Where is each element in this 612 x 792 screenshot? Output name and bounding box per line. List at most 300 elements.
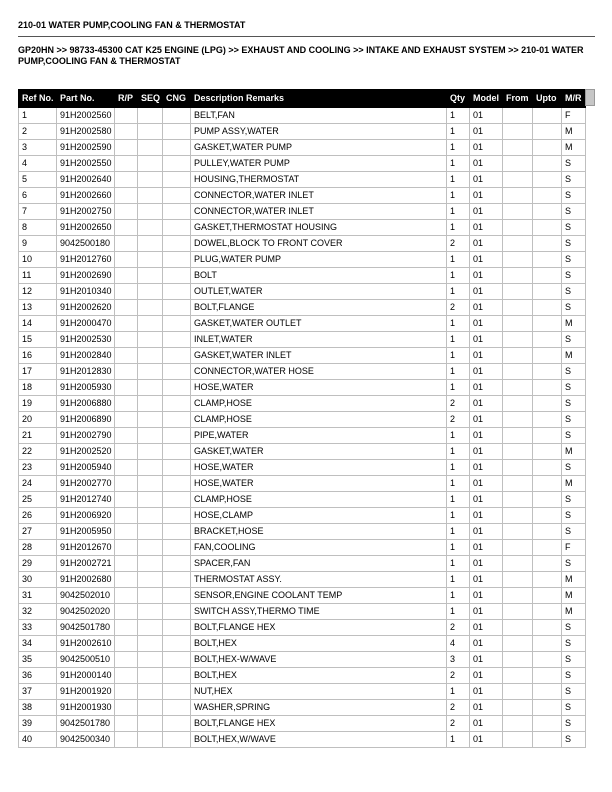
upto-cell bbox=[533, 172, 562, 188]
mr-cell: S bbox=[562, 268, 586, 284]
part-no-cell: 91H2002610 bbox=[57, 636, 115, 652]
from-cell bbox=[503, 492, 533, 508]
part-no-cell: 9042502010 bbox=[57, 588, 115, 604]
ref-no-cell: 40 bbox=[19, 732, 57, 748]
seq-cell bbox=[138, 252, 163, 268]
mr-cell: S bbox=[562, 204, 586, 220]
scrollbar[interactable] bbox=[585, 89, 595, 106]
rp-cell bbox=[115, 172, 138, 188]
rp-cell bbox=[115, 524, 138, 540]
seq-cell bbox=[138, 444, 163, 460]
from-cell bbox=[503, 476, 533, 492]
seq-cell bbox=[138, 716, 163, 732]
table-row bbox=[19, 588, 586, 604]
from-cell bbox=[503, 396, 533, 412]
description-cell: PLUG,WATER PUMP bbox=[191, 252, 447, 268]
mr-cell: S bbox=[562, 172, 586, 188]
column-header-model: Model bbox=[470, 90, 503, 108]
from-cell bbox=[503, 332, 533, 348]
rp-cell bbox=[115, 540, 138, 556]
part-no-cell: 91H2000470 bbox=[57, 316, 115, 332]
description-cell: BRACKET,HOSE bbox=[191, 524, 447, 540]
qty-cell: 1 bbox=[447, 572, 470, 588]
upto-cell bbox=[533, 588, 562, 604]
cng-cell bbox=[163, 684, 191, 700]
from-cell bbox=[503, 348, 533, 364]
table-row bbox=[19, 316, 586, 332]
rp-cell bbox=[115, 476, 138, 492]
cng-cell bbox=[163, 412, 191, 428]
mr-cell: S bbox=[562, 380, 586, 396]
description-cell: FAN,COOLING bbox=[191, 540, 447, 556]
mr-cell: M bbox=[562, 604, 586, 620]
mr-cell: S bbox=[562, 156, 586, 172]
part-no-cell: 91H2002790 bbox=[57, 428, 115, 444]
table-row bbox=[19, 236, 586, 252]
table-row bbox=[19, 364, 586, 380]
model-cell: 01 bbox=[470, 604, 503, 620]
seq-cell bbox=[138, 156, 163, 172]
ref-no-cell: 29 bbox=[19, 556, 57, 572]
title-divider bbox=[18, 36, 595, 37]
description-cell: DOWEL,BLOCK TO FRONT COVER bbox=[191, 236, 447, 252]
model-cell: 01 bbox=[470, 108, 503, 124]
rp-cell bbox=[115, 140, 138, 156]
description-cell: CONNECTOR,WATER HOSE bbox=[191, 364, 447, 380]
seq-cell bbox=[138, 268, 163, 284]
cng-cell bbox=[163, 188, 191, 204]
from-cell bbox=[503, 220, 533, 236]
cng-cell bbox=[163, 428, 191, 444]
from-cell bbox=[503, 300, 533, 316]
rp-cell bbox=[115, 508, 138, 524]
description-cell: SPACER,FAN bbox=[191, 556, 447, 572]
mr-cell: M bbox=[562, 316, 586, 332]
table-row bbox=[19, 700, 586, 716]
seq-cell bbox=[138, 140, 163, 156]
ref-no-cell: 19 bbox=[19, 396, 57, 412]
qty-cell: 2 bbox=[447, 396, 470, 412]
description-cell: OUTLET,WATER bbox=[191, 284, 447, 300]
upto-cell bbox=[533, 252, 562, 268]
from-cell bbox=[503, 124, 533, 140]
qty-cell: 1 bbox=[447, 492, 470, 508]
ref-no-cell: 14 bbox=[19, 316, 57, 332]
table-row bbox=[19, 220, 586, 236]
cng-cell bbox=[163, 156, 191, 172]
upto-cell bbox=[533, 524, 562, 540]
qty-cell: 1 bbox=[447, 556, 470, 572]
cng-cell bbox=[163, 396, 191, 412]
ref-no-cell: 21 bbox=[19, 428, 57, 444]
table-row bbox=[19, 156, 586, 172]
upto-cell bbox=[533, 460, 562, 476]
table-row bbox=[19, 172, 586, 188]
cng-cell bbox=[163, 124, 191, 140]
seq-cell bbox=[138, 300, 163, 316]
rp-cell bbox=[115, 348, 138, 364]
cng-cell bbox=[163, 700, 191, 716]
table-row bbox=[19, 684, 586, 700]
mr-cell: S bbox=[562, 732, 586, 748]
rp-cell bbox=[115, 284, 138, 300]
part-no-cell: 9042500510 bbox=[57, 652, 115, 668]
description-cell: BOLT bbox=[191, 268, 447, 284]
model-cell: 01 bbox=[470, 508, 503, 524]
mr-cell: S bbox=[562, 684, 586, 700]
table-row bbox=[19, 636, 586, 652]
ref-no-cell: 16 bbox=[19, 348, 57, 364]
table-row bbox=[19, 716, 586, 732]
seq-cell bbox=[138, 572, 163, 588]
column-header-cng: CNG bbox=[163, 90, 191, 108]
qty-cell: 1 bbox=[447, 124, 470, 140]
description-cell: PUMP ASSY,WATER bbox=[191, 124, 447, 140]
upto-cell bbox=[533, 620, 562, 636]
cng-cell bbox=[163, 540, 191, 556]
part-no-cell: 91H2002721 bbox=[57, 556, 115, 572]
qty-cell: 2 bbox=[447, 300, 470, 316]
from-cell bbox=[503, 668, 533, 684]
description-cell: CONNECTOR,WATER INLET bbox=[191, 188, 447, 204]
from-cell bbox=[503, 556, 533, 572]
mr-cell: M bbox=[562, 444, 586, 460]
table-row bbox=[19, 668, 586, 684]
part-no-cell: 91H2002660 bbox=[57, 188, 115, 204]
seq-cell bbox=[138, 636, 163, 652]
part-no-cell: 9042500340 bbox=[57, 732, 115, 748]
qty-cell: 1 bbox=[447, 476, 470, 492]
from-cell bbox=[503, 140, 533, 156]
description-cell: CLAMP,HOSE bbox=[191, 396, 447, 412]
column-header-part-no: Part No. bbox=[57, 90, 115, 108]
mr-cell: S bbox=[562, 636, 586, 652]
model-cell: 01 bbox=[470, 444, 503, 460]
mr-cell: S bbox=[562, 556, 586, 572]
upto-cell bbox=[533, 412, 562, 428]
ref-no-cell: 12 bbox=[19, 284, 57, 300]
qty-cell: 2 bbox=[447, 236, 470, 252]
from-cell bbox=[503, 508, 533, 524]
description-cell: HOSE,WATER bbox=[191, 476, 447, 492]
cng-cell bbox=[163, 652, 191, 668]
description-cell: GASKET,WATER bbox=[191, 444, 447, 460]
table-header-row bbox=[19, 90, 586, 108]
rp-cell bbox=[115, 316, 138, 332]
table-row bbox=[19, 300, 586, 316]
model-cell: 01 bbox=[470, 588, 503, 604]
from-cell bbox=[503, 444, 533, 460]
upto-cell bbox=[533, 268, 562, 284]
ref-no-cell: 6 bbox=[19, 188, 57, 204]
model-cell: 01 bbox=[470, 492, 503, 508]
part-no-cell: 9042502020 bbox=[57, 604, 115, 620]
model-cell: 01 bbox=[470, 268, 503, 284]
ref-no-cell: 3 bbox=[19, 140, 57, 156]
from-cell bbox=[503, 284, 533, 300]
part-no-cell: 9042501780 bbox=[57, 716, 115, 732]
cng-cell bbox=[163, 348, 191, 364]
upto-cell bbox=[533, 300, 562, 316]
from-cell bbox=[503, 316, 533, 332]
from-cell bbox=[503, 684, 533, 700]
seq-cell bbox=[138, 412, 163, 428]
qty-cell: 2 bbox=[447, 668, 470, 684]
qty-cell: 1 bbox=[447, 108, 470, 124]
from-cell bbox=[503, 108, 533, 124]
seq-cell bbox=[138, 108, 163, 124]
rp-cell bbox=[115, 460, 138, 476]
mr-cell: S bbox=[562, 652, 586, 668]
seq-cell bbox=[138, 540, 163, 556]
mr-cell: S bbox=[562, 252, 586, 268]
upto-cell bbox=[533, 396, 562, 412]
upto-cell bbox=[533, 636, 562, 652]
from-cell bbox=[503, 236, 533, 252]
description-cell: GASKET,WATER PUMP bbox=[191, 140, 447, 156]
description-cell: PIPE,WATER bbox=[191, 428, 447, 444]
model-cell: 01 bbox=[470, 188, 503, 204]
mr-cell: F bbox=[562, 108, 586, 124]
rp-cell bbox=[115, 204, 138, 220]
model-cell: 01 bbox=[470, 348, 503, 364]
table-row bbox=[19, 284, 586, 300]
ref-no-cell: 18 bbox=[19, 380, 57, 396]
part-no-cell: 91H2002770 bbox=[57, 476, 115, 492]
model-cell: 01 bbox=[470, 380, 503, 396]
upto-cell bbox=[533, 652, 562, 668]
qty-cell: 1 bbox=[447, 140, 470, 156]
upto-cell bbox=[533, 380, 562, 396]
column-header-rp: R/P bbox=[115, 90, 138, 108]
from-cell bbox=[503, 732, 533, 748]
table-row bbox=[19, 412, 586, 428]
from-cell bbox=[503, 540, 533, 556]
upto-cell bbox=[533, 316, 562, 332]
ref-no-cell: 32 bbox=[19, 604, 57, 620]
ref-no-cell: 22 bbox=[19, 444, 57, 460]
seq-cell bbox=[138, 652, 163, 668]
upto-cell bbox=[533, 700, 562, 716]
rp-cell bbox=[115, 364, 138, 380]
part-no-cell: 91H2002530 bbox=[57, 332, 115, 348]
seq-cell bbox=[138, 380, 163, 396]
cng-cell bbox=[163, 620, 191, 636]
qty-cell: 1 bbox=[447, 508, 470, 524]
part-no-cell: 91H2012670 bbox=[57, 540, 115, 556]
part-no-cell: 91H2006890 bbox=[57, 412, 115, 428]
from-cell bbox=[503, 204, 533, 220]
model-cell: 01 bbox=[470, 220, 503, 236]
mr-cell: S bbox=[562, 236, 586, 252]
seq-cell bbox=[138, 604, 163, 620]
model-cell: 01 bbox=[470, 732, 503, 748]
upto-cell bbox=[533, 108, 562, 124]
cng-cell bbox=[163, 524, 191, 540]
rp-cell bbox=[115, 428, 138, 444]
seq-cell bbox=[138, 316, 163, 332]
column-header-from: From bbox=[503, 90, 533, 108]
description-cell: GASKET,THERMOSTAT HOUSING bbox=[191, 220, 447, 236]
mr-cell: S bbox=[562, 188, 586, 204]
model-cell: 01 bbox=[470, 540, 503, 556]
qty-cell: 1 bbox=[447, 284, 470, 300]
cng-cell bbox=[163, 252, 191, 268]
table-row bbox=[19, 620, 586, 636]
part-no-cell: 91H2002590 bbox=[57, 140, 115, 156]
mr-cell: M bbox=[562, 140, 586, 156]
cng-cell bbox=[163, 572, 191, 588]
table-row bbox=[19, 540, 586, 556]
ref-no-cell: 8 bbox=[19, 220, 57, 236]
mr-cell: M bbox=[562, 124, 586, 140]
model-cell: 01 bbox=[470, 652, 503, 668]
part-no-cell: 91H2000140 bbox=[57, 668, 115, 684]
from-cell bbox=[503, 572, 533, 588]
qty-cell: 1 bbox=[447, 428, 470, 444]
description-cell: CLAMP,HOSE bbox=[191, 492, 447, 508]
from-cell bbox=[503, 636, 533, 652]
upto-cell bbox=[533, 284, 562, 300]
mr-cell: S bbox=[562, 524, 586, 540]
part-no-cell: 91H2012740 bbox=[57, 492, 115, 508]
table-row bbox=[19, 140, 586, 156]
qty-cell: 1 bbox=[447, 588, 470, 604]
description-cell: GASKET,WATER INLET bbox=[191, 348, 447, 364]
parts-table-container bbox=[18, 89, 595, 748]
from-cell bbox=[503, 700, 533, 716]
description-cell: SENSOR,ENGINE COOLANT TEMP bbox=[191, 588, 447, 604]
from-cell bbox=[503, 604, 533, 620]
mr-cell: S bbox=[562, 428, 586, 444]
ref-no-cell: 36 bbox=[19, 668, 57, 684]
model-cell: 01 bbox=[470, 636, 503, 652]
part-no-cell: 91H2012830 bbox=[57, 364, 115, 380]
model-cell: 01 bbox=[470, 684, 503, 700]
cng-cell bbox=[163, 380, 191, 396]
cng-cell bbox=[163, 668, 191, 684]
rp-cell bbox=[115, 668, 138, 684]
rp-cell bbox=[115, 492, 138, 508]
part-no-cell: 91H2002520 bbox=[57, 444, 115, 460]
rp-cell bbox=[115, 332, 138, 348]
description-cell: BOLT,FLANGE HEX bbox=[191, 620, 447, 636]
table-row bbox=[19, 348, 586, 364]
ref-no-cell: 15 bbox=[19, 332, 57, 348]
qty-cell: 1 bbox=[447, 316, 470, 332]
model-cell: 01 bbox=[470, 156, 503, 172]
mr-cell: F bbox=[562, 540, 586, 556]
seq-cell bbox=[138, 620, 163, 636]
model-cell: 01 bbox=[470, 668, 503, 684]
qty-cell: 1 bbox=[447, 684, 470, 700]
qty-cell: 1 bbox=[447, 348, 470, 364]
table-row bbox=[19, 108, 586, 124]
part-no-cell: 91H2010340 bbox=[57, 284, 115, 300]
column-header-mr: M/R bbox=[562, 90, 586, 108]
cng-cell bbox=[163, 444, 191, 460]
mr-cell: S bbox=[562, 220, 586, 236]
table-row bbox=[19, 380, 586, 396]
part-no-cell: 91H2002620 bbox=[57, 300, 115, 316]
description-cell: BOLT,HEX,W/WAVE bbox=[191, 732, 447, 748]
upto-cell bbox=[533, 540, 562, 556]
rp-cell bbox=[115, 300, 138, 316]
ref-no-cell: 25 bbox=[19, 492, 57, 508]
cng-cell bbox=[163, 508, 191, 524]
from-cell bbox=[503, 428, 533, 444]
part-no-cell: 91H2002580 bbox=[57, 124, 115, 140]
part-no-cell: 91H2001930 bbox=[57, 700, 115, 716]
rp-cell bbox=[115, 620, 138, 636]
ref-no-cell: 34 bbox=[19, 636, 57, 652]
description-cell: BOLT,FLANGE HEX bbox=[191, 716, 447, 732]
qty-cell: 2 bbox=[447, 620, 470, 636]
table-row bbox=[19, 572, 586, 588]
cng-cell bbox=[163, 492, 191, 508]
table-body bbox=[19, 108, 586, 748]
table-row bbox=[19, 652, 586, 668]
mr-cell: S bbox=[562, 620, 586, 636]
cng-cell bbox=[163, 332, 191, 348]
column-header-seq: SEQ bbox=[138, 90, 163, 108]
column-header-qty: Qty bbox=[447, 90, 470, 108]
table-row bbox=[19, 188, 586, 204]
rp-cell bbox=[115, 444, 138, 460]
upto-cell bbox=[533, 732, 562, 748]
mr-cell: S bbox=[562, 460, 586, 476]
model-cell: 01 bbox=[470, 476, 503, 492]
model-cell: 01 bbox=[470, 300, 503, 316]
seq-cell bbox=[138, 732, 163, 748]
mr-cell: S bbox=[562, 716, 586, 732]
ref-no-cell: 10 bbox=[19, 252, 57, 268]
rp-cell bbox=[115, 700, 138, 716]
part-no-cell: 9042501780 bbox=[57, 620, 115, 636]
table-row bbox=[19, 460, 586, 476]
qty-cell: 2 bbox=[447, 700, 470, 716]
ref-no-cell: 30 bbox=[19, 572, 57, 588]
model-cell: 01 bbox=[470, 428, 503, 444]
table-row bbox=[19, 556, 586, 572]
upto-cell bbox=[533, 508, 562, 524]
ref-no-cell: 37 bbox=[19, 684, 57, 700]
seq-cell bbox=[138, 588, 163, 604]
seq-cell bbox=[138, 668, 163, 684]
from-cell bbox=[503, 620, 533, 636]
rp-cell bbox=[115, 684, 138, 700]
seq-cell bbox=[138, 284, 163, 300]
ref-no-cell: 33 bbox=[19, 620, 57, 636]
upto-cell bbox=[533, 220, 562, 236]
rp-cell bbox=[115, 188, 138, 204]
upto-cell bbox=[533, 364, 562, 380]
seq-cell bbox=[138, 460, 163, 476]
model-cell: 01 bbox=[470, 524, 503, 540]
upto-cell bbox=[533, 444, 562, 460]
upto-cell bbox=[533, 428, 562, 444]
cng-cell bbox=[163, 284, 191, 300]
cng-cell bbox=[163, 172, 191, 188]
model-cell: 01 bbox=[470, 332, 503, 348]
rp-cell bbox=[115, 108, 138, 124]
upto-cell bbox=[533, 684, 562, 700]
ref-no-cell: 13 bbox=[19, 300, 57, 316]
mr-cell: M bbox=[562, 476, 586, 492]
cng-cell bbox=[163, 364, 191, 380]
cng-cell bbox=[163, 636, 191, 652]
cng-cell bbox=[163, 204, 191, 220]
